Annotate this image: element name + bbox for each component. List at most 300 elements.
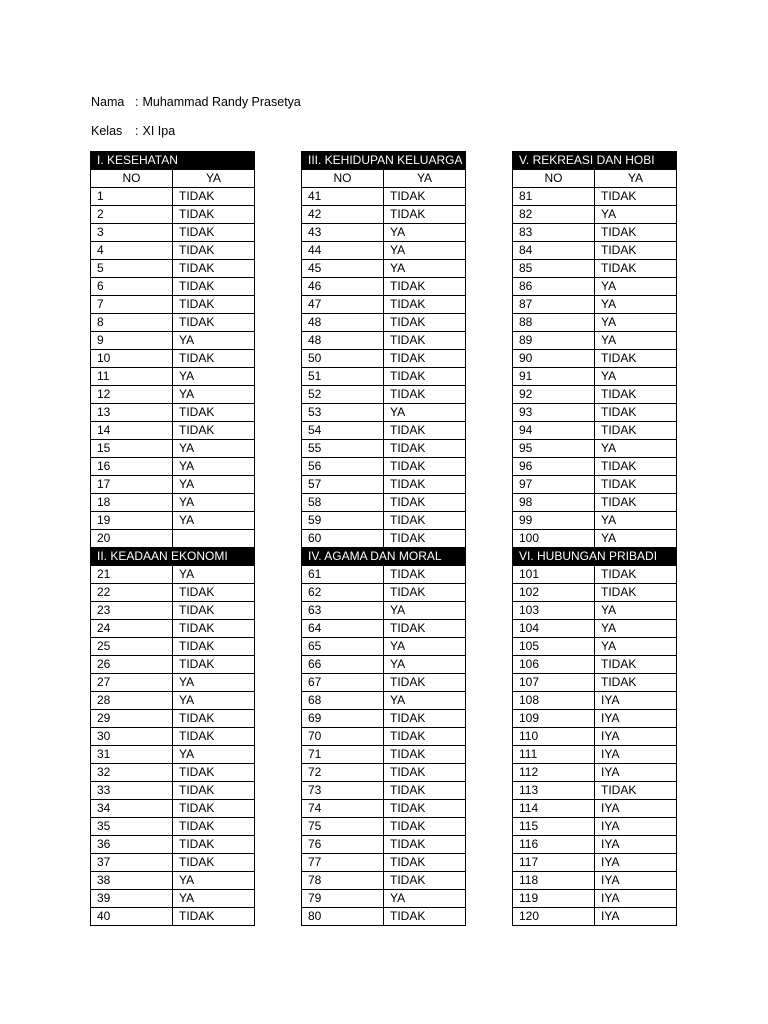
answer-cell: TIDAK xyxy=(173,206,255,224)
table-row xyxy=(91,566,255,584)
table-row xyxy=(91,242,255,260)
answer-cell: TIDAK xyxy=(173,818,255,836)
table-row xyxy=(513,818,677,836)
answer-cell: YA xyxy=(384,404,466,422)
answer-cell: TIDAK xyxy=(595,476,677,494)
table-row xyxy=(91,494,255,512)
no-header: NO xyxy=(302,170,384,188)
section-title-row xyxy=(302,548,466,566)
answer-cell: TIDAK xyxy=(384,476,466,494)
question-number: 55 xyxy=(302,440,384,458)
answer-cell: TIDAK xyxy=(173,620,255,638)
answer-cell: TIDAK xyxy=(384,458,466,476)
question-number: 37 xyxy=(91,854,173,872)
question-number: 103 xyxy=(513,602,595,620)
table-row xyxy=(91,404,255,422)
answer-cell: YA xyxy=(595,512,677,530)
question-number: 115 xyxy=(513,818,595,836)
answer-cell: TIDAK xyxy=(173,278,255,296)
table-row xyxy=(513,386,677,404)
question-number: 56 xyxy=(302,458,384,476)
answer-cell: TIDAK xyxy=(595,260,677,278)
table-row xyxy=(91,674,255,692)
question-number: 112 xyxy=(513,764,595,782)
answer-cell: TIDAK xyxy=(595,242,677,260)
table-row xyxy=(302,656,466,674)
answer-cell: YA xyxy=(173,674,255,692)
table-row xyxy=(91,710,255,728)
table-row xyxy=(302,530,466,548)
answer-header: YA xyxy=(595,170,677,188)
answer-cell: TIDAK xyxy=(384,818,466,836)
answer-cell: TIDAK xyxy=(595,782,677,800)
answer-cell: YA xyxy=(595,314,677,332)
table-row xyxy=(513,566,677,584)
table-row xyxy=(513,872,677,890)
answer-cell: YA xyxy=(595,602,677,620)
answer-column xyxy=(90,151,255,926)
table-row xyxy=(513,638,677,656)
answer-cell: TIDAK xyxy=(173,908,255,926)
question-number: 74 xyxy=(302,800,384,818)
question-number: 43 xyxy=(302,224,384,242)
question-number: 8 xyxy=(91,314,173,332)
table-row xyxy=(302,872,466,890)
table-row xyxy=(91,314,255,332)
answer-cell: TIDAK xyxy=(595,224,677,242)
question-number: 106 xyxy=(513,656,595,674)
table-row xyxy=(513,494,677,512)
answer-cell: TIDAK xyxy=(384,728,466,746)
answer-cell: TIDAK xyxy=(384,746,466,764)
answer-cell: TIDAK xyxy=(384,908,466,926)
question-number: 87 xyxy=(513,296,595,314)
question-number: 45 xyxy=(302,260,384,278)
question-number: 99 xyxy=(513,512,595,530)
answer-cell: TIDAK xyxy=(173,224,255,242)
table-row xyxy=(302,242,466,260)
question-number: 40 xyxy=(91,908,173,926)
answer-cell: TIDAK xyxy=(384,620,466,638)
answer-cell: YA xyxy=(173,440,255,458)
question-number: 21 xyxy=(91,566,173,584)
table-row xyxy=(91,260,255,278)
answer-cell: YA xyxy=(173,890,255,908)
table-row xyxy=(513,206,677,224)
answer-cell: TIDAK xyxy=(384,512,466,530)
question-number: 91 xyxy=(513,368,595,386)
table-row xyxy=(513,710,677,728)
answer-column xyxy=(301,151,466,926)
question-number: 89 xyxy=(513,332,595,350)
question-number: 44 xyxy=(302,242,384,260)
answer-cell: TIDAK xyxy=(173,602,255,620)
answer-cell: YA xyxy=(384,260,466,278)
class-value: XI Ipa xyxy=(142,124,176,138)
table-row xyxy=(513,728,677,746)
question-number: 120 xyxy=(513,908,595,926)
question-number: 81 xyxy=(513,188,595,206)
table-row xyxy=(302,494,466,512)
answer-cell: IYA xyxy=(595,890,677,908)
table-row xyxy=(302,728,466,746)
question-number: 85 xyxy=(513,260,595,278)
question-number: 10 xyxy=(91,350,173,368)
question-number: 93 xyxy=(513,404,595,422)
class-label: Kelas xyxy=(91,124,123,138)
question-number: 116 xyxy=(513,836,595,854)
question-number: 117 xyxy=(513,854,595,872)
table-row xyxy=(91,782,255,800)
answer-cell: TIDAK xyxy=(384,872,466,890)
question-number: 84 xyxy=(513,242,595,260)
table-row xyxy=(91,512,255,530)
table-row xyxy=(302,746,466,764)
table-row xyxy=(91,350,255,368)
table-row xyxy=(91,836,255,854)
table-row xyxy=(302,638,466,656)
question-number: 58 xyxy=(302,494,384,512)
answer-cell: TIDAK xyxy=(595,566,677,584)
question-number: 97 xyxy=(513,476,595,494)
no-header: NO xyxy=(91,170,173,188)
table-row xyxy=(91,908,255,926)
table-row xyxy=(91,476,255,494)
answer-cell: YA xyxy=(173,746,255,764)
answer-cell: TIDAK xyxy=(384,386,466,404)
question-number: 32 xyxy=(91,764,173,782)
answer-cell: TIDAK xyxy=(595,458,677,476)
question-number: 27 xyxy=(91,674,173,692)
answer-cell: IYA xyxy=(595,818,677,836)
answer-cell: TIDAK xyxy=(384,368,466,386)
question-number: 35 xyxy=(91,818,173,836)
answer-cell: YA xyxy=(173,368,255,386)
table-row xyxy=(513,602,677,620)
question-number: 53 xyxy=(302,404,384,422)
question-number: 48 xyxy=(302,332,384,350)
question-number: 67 xyxy=(302,674,384,692)
question-number: 16 xyxy=(91,458,173,476)
question-number: 19 xyxy=(91,512,173,530)
question-number: 9 xyxy=(91,332,173,350)
answer-cell: IYA xyxy=(595,728,677,746)
question-number: 23 xyxy=(91,602,173,620)
answer-cell: YA xyxy=(595,530,677,548)
question-number: 63 xyxy=(302,602,384,620)
answer-cell: TIDAK xyxy=(173,404,255,422)
answer-cell: TIDAK xyxy=(173,836,255,854)
table-row xyxy=(302,260,466,278)
question-number: 3 xyxy=(91,224,173,242)
table-row xyxy=(302,386,466,404)
answer-cell: TIDAK xyxy=(173,584,255,602)
question-number: 47 xyxy=(302,296,384,314)
question-number: 60 xyxy=(302,530,384,548)
table-row xyxy=(91,854,255,872)
question-number: 78 xyxy=(302,872,384,890)
answer-cell: IYA xyxy=(595,872,677,890)
table-row xyxy=(91,368,255,386)
answer-cell: TIDAK xyxy=(173,782,255,800)
table-row xyxy=(302,800,466,818)
table-row xyxy=(91,386,255,404)
table-row xyxy=(302,422,466,440)
name-separator: : xyxy=(135,95,139,109)
answer-cell: IYA xyxy=(595,746,677,764)
question-number: 105 xyxy=(513,638,595,656)
answer-cell: TIDAK xyxy=(384,854,466,872)
question-number: 118 xyxy=(513,872,595,890)
question-number: 20 xyxy=(91,530,173,548)
section-title: V. REKREASI DAN HOBI xyxy=(513,152,677,170)
answer-cell: TIDAK xyxy=(595,656,677,674)
question-number: 77 xyxy=(302,854,384,872)
question-number: 24 xyxy=(91,620,173,638)
question-number: 36 xyxy=(91,836,173,854)
answer-cell: YA xyxy=(384,692,466,710)
table-row xyxy=(513,458,677,476)
question-number: 50 xyxy=(302,350,384,368)
answer-cell: YA xyxy=(595,368,677,386)
answer-cell: TIDAK xyxy=(173,728,255,746)
section-title: VI. HUBUNGAN PRIBADI xyxy=(513,548,677,566)
answer-cell: YA xyxy=(595,296,677,314)
answer-cell: TIDAK xyxy=(595,494,677,512)
table-row xyxy=(91,440,255,458)
answer-cell: YA xyxy=(173,512,255,530)
name-value: Muhammad Randy Prasetya xyxy=(142,95,301,109)
table-row xyxy=(91,224,255,242)
table-row xyxy=(513,890,677,908)
table-row xyxy=(302,692,466,710)
table-row xyxy=(302,818,466,836)
section-title-row xyxy=(302,152,466,170)
table-row xyxy=(302,764,466,782)
table-row xyxy=(302,278,466,296)
answer-cell: TIDAK xyxy=(173,854,255,872)
answer-cell: TIDAK xyxy=(173,296,255,314)
table-row xyxy=(91,800,255,818)
question-number: 2 xyxy=(91,206,173,224)
table-row xyxy=(91,458,255,476)
answer-header: YA xyxy=(173,170,255,188)
question-number: 42 xyxy=(302,206,384,224)
table-row xyxy=(513,692,677,710)
answer-cell: YA xyxy=(173,692,255,710)
question-number: 62 xyxy=(302,584,384,602)
answer-cell: TIDAK xyxy=(384,674,466,692)
table-row xyxy=(513,620,677,638)
table-row xyxy=(91,692,255,710)
table-row xyxy=(302,710,466,728)
question-number: 68 xyxy=(302,692,384,710)
answer-cell: TIDAK xyxy=(595,350,677,368)
question-number: 114 xyxy=(513,800,595,818)
table-row xyxy=(302,188,466,206)
question-number: 101 xyxy=(513,566,595,584)
table-row xyxy=(91,602,255,620)
answer-cell xyxy=(173,530,255,548)
answer-cell: TIDAK xyxy=(384,206,466,224)
question-number: 29 xyxy=(91,710,173,728)
table-row xyxy=(513,512,677,530)
answer-table xyxy=(301,151,466,926)
answer-cell: TIDAK xyxy=(173,314,255,332)
question-number: 88 xyxy=(513,314,595,332)
question-number: 54 xyxy=(302,422,384,440)
table-row xyxy=(302,224,466,242)
table-row xyxy=(302,368,466,386)
table-row xyxy=(513,368,677,386)
question-number: 5 xyxy=(91,260,173,278)
answer-cell: TIDAK xyxy=(173,656,255,674)
table-row xyxy=(91,638,255,656)
answer-cell: TIDAK xyxy=(384,566,466,584)
answer-cell: TIDAK xyxy=(384,782,466,800)
table-row xyxy=(91,332,255,350)
answer-cell: TIDAK xyxy=(384,278,466,296)
answer-cell: YA xyxy=(173,458,255,476)
answer-cell: TIDAK xyxy=(384,188,466,206)
question-number: 79 xyxy=(302,890,384,908)
question-number: 4 xyxy=(91,242,173,260)
question-number: 65 xyxy=(302,638,384,656)
question-number: 11 xyxy=(91,368,173,386)
table-row xyxy=(91,620,255,638)
question-number: 111 xyxy=(513,746,595,764)
answer-cell: TIDAK xyxy=(173,242,255,260)
answer-cell: TIDAK xyxy=(384,350,466,368)
question-number: 28 xyxy=(91,692,173,710)
table-row xyxy=(302,440,466,458)
table-row xyxy=(302,512,466,530)
table-row xyxy=(91,530,255,548)
question-number: 52 xyxy=(302,386,384,404)
table-row xyxy=(513,404,677,422)
question-number: 14 xyxy=(91,422,173,440)
answer-cell: IYA xyxy=(595,764,677,782)
table-row xyxy=(513,674,677,692)
question-number: 75 xyxy=(302,818,384,836)
table-row xyxy=(91,422,255,440)
question-number: 13 xyxy=(91,404,173,422)
table-row xyxy=(302,206,466,224)
question-number: 25 xyxy=(91,638,173,656)
table-row xyxy=(513,584,677,602)
table-row xyxy=(91,818,255,836)
answer-cell: TIDAK xyxy=(384,494,466,512)
table-row xyxy=(302,674,466,692)
answer-cell: YA xyxy=(173,566,255,584)
question-number: 46 xyxy=(302,278,384,296)
section-title-row xyxy=(513,548,677,566)
table-row xyxy=(91,278,255,296)
answer-cell: YA xyxy=(595,638,677,656)
table-row xyxy=(513,188,677,206)
question-number: 95 xyxy=(513,440,595,458)
question-number: 17 xyxy=(91,476,173,494)
table-row xyxy=(91,656,255,674)
answer-table xyxy=(90,151,255,926)
column-header-row xyxy=(91,170,255,188)
answer-cell: TIDAK xyxy=(595,188,677,206)
answer-cell: TIDAK xyxy=(173,422,255,440)
answer-cell: YA xyxy=(173,332,255,350)
question-number: 90 xyxy=(513,350,595,368)
table-row xyxy=(513,278,677,296)
section-title-row xyxy=(91,548,255,566)
table-row xyxy=(513,530,677,548)
answer-cell: TIDAK xyxy=(384,836,466,854)
answer-cell: TIDAK xyxy=(384,422,466,440)
question-number: 96 xyxy=(513,458,595,476)
question-number: 7 xyxy=(91,296,173,314)
table-row xyxy=(513,440,677,458)
class-line xyxy=(91,122,175,140)
table-row xyxy=(513,854,677,872)
question-number: 61 xyxy=(302,566,384,584)
table-row xyxy=(513,800,677,818)
question-number: 113 xyxy=(513,782,595,800)
table-row xyxy=(91,764,255,782)
question-number: 72 xyxy=(302,764,384,782)
question-number: 64 xyxy=(302,620,384,638)
question-number: 100 xyxy=(513,530,595,548)
table-row xyxy=(513,908,677,926)
table-row xyxy=(302,350,466,368)
question-number: 33 xyxy=(91,782,173,800)
table-row xyxy=(302,602,466,620)
table-row xyxy=(513,296,677,314)
table-row xyxy=(302,404,466,422)
table-row xyxy=(302,476,466,494)
question-number: 98 xyxy=(513,494,595,512)
question-number: 92 xyxy=(513,386,595,404)
question-number: 30 xyxy=(91,728,173,746)
answer-cell: YA xyxy=(384,638,466,656)
table-row xyxy=(302,890,466,908)
answer-cell: YA xyxy=(595,440,677,458)
question-number: 73 xyxy=(302,782,384,800)
table-row xyxy=(513,764,677,782)
answer-cell: TIDAK xyxy=(384,332,466,350)
answer-cell: TIDAK xyxy=(384,764,466,782)
answer-cell: IYA xyxy=(595,800,677,818)
answer-cell: IYA xyxy=(595,908,677,926)
table-row xyxy=(302,854,466,872)
table-row xyxy=(513,836,677,854)
question-number: 26 xyxy=(91,656,173,674)
table-row xyxy=(513,224,677,242)
question-number: 31 xyxy=(91,746,173,764)
question-number: 107 xyxy=(513,674,595,692)
table-row xyxy=(513,656,677,674)
answer-cell: YA xyxy=(173,386,255,404)
answer-cell: TIDAK xyxy=(384,314,466,332)
answer-column xyxy=(512,151,677,926)
question-number: 70 xyxy=(302,728,384,746)
table-row xyxy=(302,782,466,800)
class-separator: : xyxy=(135,124,139,138)
table-row xyxy=(302,908,466,926)
answer-cell: YA xyxy=(173,494,255,512)
answer-cell: TIDAK xyxy=(173,710,255,728)
answer-cell: IYA xyxy=(595,710,677,728)
question-number: 86 xyxy=(513,278,595,296)
answer-header: YA xyxy=(384,170,466,188)
question-number: 48 xyxy=(302,314,384,332)
